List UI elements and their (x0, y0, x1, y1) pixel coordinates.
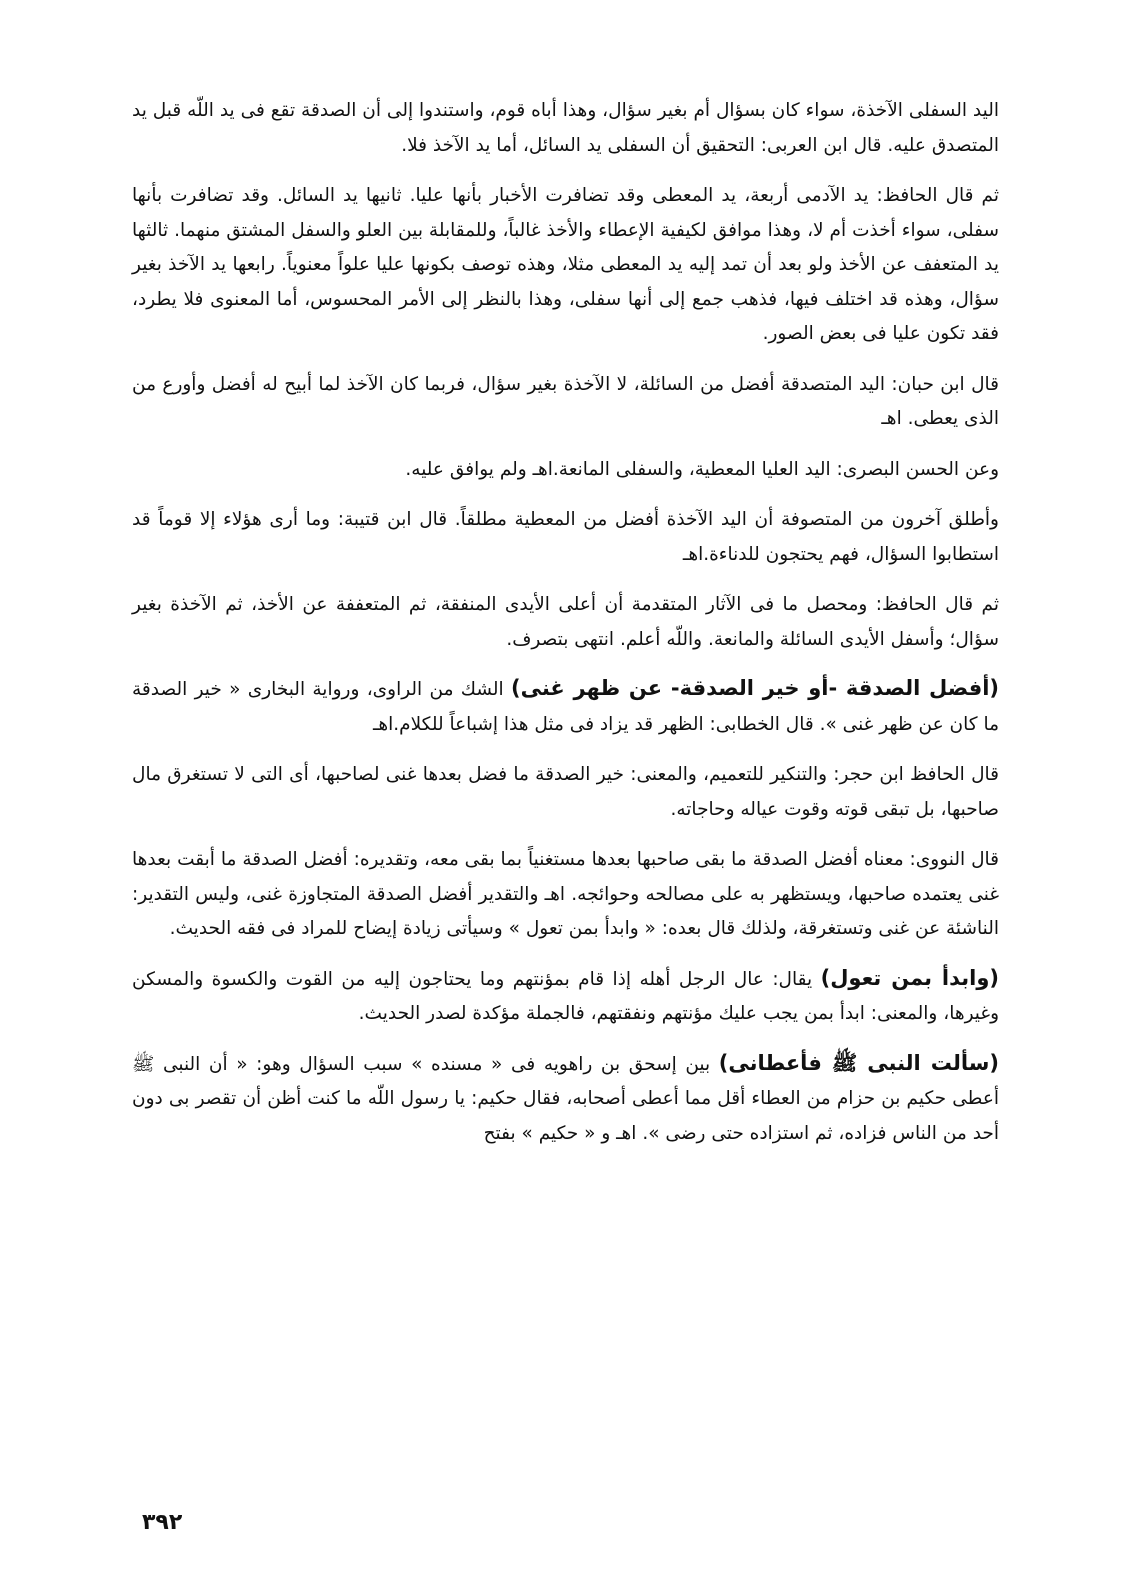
paragraph-2 (132, 177, 999, 352)
paragraph-11 (132, 1046, 999, 1152)
paragraph-5 (132, 501, 999, 572)
paragraph-4 (132, 451, 999, 488)
paragraph-8-text: قال الحافظ ابن حجر: والتنكير للتعميم، والمعنى: خير الصدقة ما فضل بعدها غنى لصاحبها، أى التى لا تستغرق مال صاحبها، بل تبقى قوته وقوت عياله وحاجاته. (132, 764, 999, 820)
paragraph-9-text: قال النووى: معناه أفضل الصدقة ما بقى صاحبها بعدها مستغنياً بما بقى معه، وتقديره: أفضل الصدقة ما أبقت بعدها غنى يعتمده صاحبها، ويستظهر به على مصالحه وحوائجه. اهـ والتقدير أفضل الصدقة المتجاوزة غنى، وليس التقدير: الناشئة عن غنى وتستغرقة، ولذلك قال بعده: « وابدأ بمن تعول » وسيأتى زيادة إيضاح للمراد فى فقه الحديث. (132, 849, 999, 939)
paragraph-11-text: بين إسحق بن راهويه فى « مسنده » سبب السؤال وهو: « أن النبى ﷺ أعطى حكيم بن حزام من العطاء أقل مما أعطى أصحابه، فقال حكيم: يا رسول اللّه ما كنت أظن أن تقصر بى دون أحد من الناس فزاده، ثم استزاده حتى رضى ». اهـ و « حكيم » بفتح (132, 1053, 999, 1144)
paragraph-6 (132, 586, 999, 657)
paragraph-10-text: يقال: عال الرجل أهله إذا قام بمؤنتهم وما يحتاجون إليه من القوت والكسوة والمسكن وغيرها، والمعنى: ابدأ بمن يجب عليك مؤنتهم ونفقتهم، فالجملة مؤكدة لصدر الحديث. (132, 968, 999, 1024)
paragraph-3-text: قال ابن حبان: اليد المتصدقة أفضل من السائلة، لا الآخذة بغير سؤال، فربما كان الآخذ لما أبيح له أفضل وأورع من الذى يعطى. اهـ (132, 373, 999, 429)
paragraph-3 (132, 366, 999, 437)
paragraph-2-text: ثم قال الحافظ: يد الآدمى أربعة، يد المعطى وقد تضافرت الأخبار بأنها عليا. ثانيها يد السائل. وقد تضافرت بأنها سفلى، سواء أخذت أم لا، وهذا موافق لكيفية الإعطاء والأخذ غالباً، وللمقابلة بين العلو والسفل المشتق منهما. ثالثها يد المتعفف عن الأخذ ولو بعد أن تمد إليه يد المعطى مثلا، وهذه توصف بكونها عليا علواً معنوياً. رابعها يد الآخذ بغير سؤال، وهذه قد اختلف فيها، فذهب جمع إلى أنها سفلى، وهذا بالنظر إلى الأمر المحسوس، أما المعنوى فلا يطرد، فقد تكون عليا فى بعض الصور. (132, 185, 999, 344)
paragraph-11-heading: (سألت النبى ﷺ فأعطانى) (718, 1050, 1000, 1075)
page-number: ٣٩٢ (142, 1510, 183, 1535)
paragraph-1 (132, 92, 999, 163)
paragraph-7 (132, 671, 999, 742)
paragraph-4-text: وعن الحسن البصرى: اليد العليا المعطية، والسفلى المانعة.اهـ ولم يوافق عليه. (405, 458, 999, 480)
paragraph-10-heading: (وابدأ بمن تعول) (820, 965, 999, 990)
paragraph-8 (132, 756, 999, 827)
paragraph-7-text: الشك من الراوى، ورواية البخارى « خير الصدقة ما كان عن ظهر غنى ». قال الخطابى: الظهر قد يزاد فى مثل هذا إشباعاً للكلام.اهـ (132, 679, 999, 735)
paragraph-6-text: ثم قال الحافظ: ومحصل ما فى الآثار المتقدمة أن أعلى الأيدى المنفقة، ثم المتعففة عن الأخذ، ثم الآخذة بغير سؤال؛ وأسفل الأيدى السائلة والمانعة. واللّه أعلم. انتهى بتصرف. (132, 594, 999, 650)
paragraph-9 (132, 841, 999, 947)
paragraph-5-text: وأطلق آخرون من المتصوفة أن اليد الآخذة أفضل من المعطية مطلقاً. قال ابن قتيبة: وما أرى هؤلاء إلا قوماً قد استطابوا السؤال، فهم يحتجون للدناءة.اهـ (132, 509, 999, 565)
paragraph-7-heading: (أفضل الصدقة -أو خير الصدقة- عن ظهر غنى) (510, 676, 1000, 700)
paragraph-10 (132, 961, 999, 1032)
paragraph-1-text: اليد السفلى الآخذة، سواء كان بسؤال أم بغير سؤال، وهذا أباه قوم، واستندوا إلى أن الصدقة تقع فى يد اللّه قبل يد المتصدق عليه. قال ابن العربى: التحقيق أن السفلى يد السائل، أما يد الآخذ فلا. (132, 100, 999, 156)
